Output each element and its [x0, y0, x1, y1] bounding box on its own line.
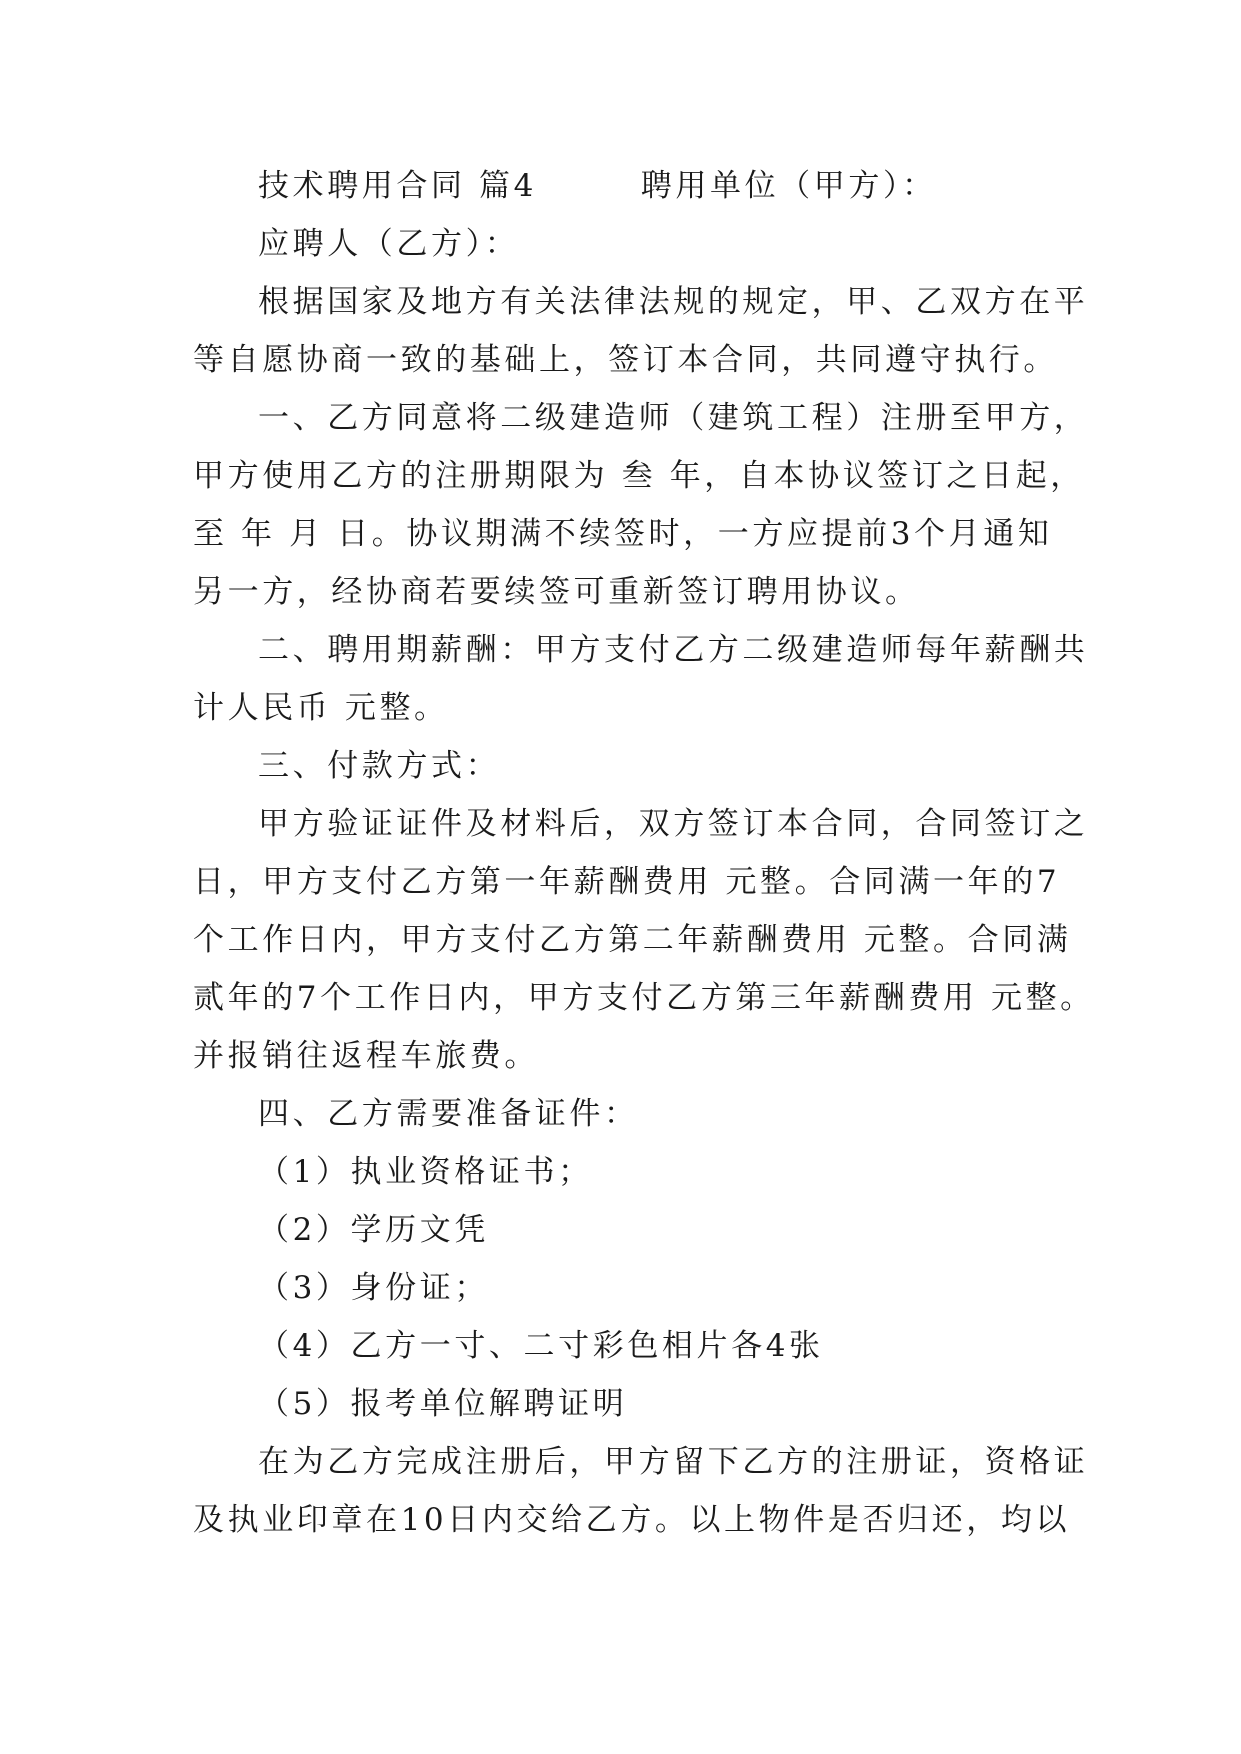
header-line: 技术聘用合同 篇4 聘用单位（甲方）： — [258, 168, 937, 204]
paragraph-line: 根据国家及地方有关法律法规的规定，甲、乙双方在平 — [258, 284, 1089, 320]
party-b-line: 应聘人（乙方）： — [258, 226, 520, 262]
clause-3-line: 贰年的7个工作日内，甲方支付乙方第三年薪酬费用 元整。 — [193, 980, 1095, 1016]
paragraph-line: 等自愿协商一致的基础上，签订本合同，共同遵守执行。 — [193, 342, 1058, 378]
clause-3-line: 甲方验证证件及材料后，双方签订本合同，合同签订之 — [258, 806, 1089, 842]
clause-3-line: 个工作日内，甲方支付乙方第二年薪酬费用 元整。合同满 — [193, 922, 1072, 958]
clause-2-line: 二、聘用期薪酬：甲方支付乙方二级建造师每年薪酬共 — [258, 632, 1089, 668]
paragraph-line: 在为乙方完成注册后，甲方留下乙方的注册证，资格证 — [258, 1444, 1089, 1480]
clause-1-line: 至 年 月 日。协议期满不续签时，一方应提前3个月通知 — [193, 516, 1053, 552]
clause-1-line: 甲方使用乙方的注册期限为 叁 年，自本协议签订之日起， — [193, 458, 1085, 494]
clause-3-line: 并报销往返程车旅费。 — [193, 1038, 539, 1074]
list-item: （5）报考单位解聘证明 — [258, 1386, 628, 1422]
list-item: （4）乙方一寸、二寸彩色相片各4张 — [258, 1328, 824, 1364]
paragraph-line: 及执业印章在10日内交给乙方。以上物件是否归还，均以 — [193, 1502, 1071, 1538]
clause-1-line: 另一方，经协商若要续签可重新签订聘用协议。 — [193, 574, 920, 610]
list-item: （1）执业资格证书； — [258, 1154, 593, 1190]
clause-1-line: 一、乙方同意将二级建造师（建筑工程）注册至甲方， — [258, 400, 1089, 436]
clause-4-heading: 四、乙方需要准备证件： — [258, 1096, 639, 1132]
clause-2-line: 计人民币 元整。 — [193, 690, 449, 726]
list-item: （2）学历文凭 — [258, 1212, 489, 1248]
list-item: （3）身份证； — [258, 1270, 489, 1306]
clause-3-heading: 三、付款方式： — [258, 748, 501, 784]
clause-3-line: 日，甲方支付乙方第一年薪酬费用 元整。合同满一年的7 — [193, 864, 1061, 900]
